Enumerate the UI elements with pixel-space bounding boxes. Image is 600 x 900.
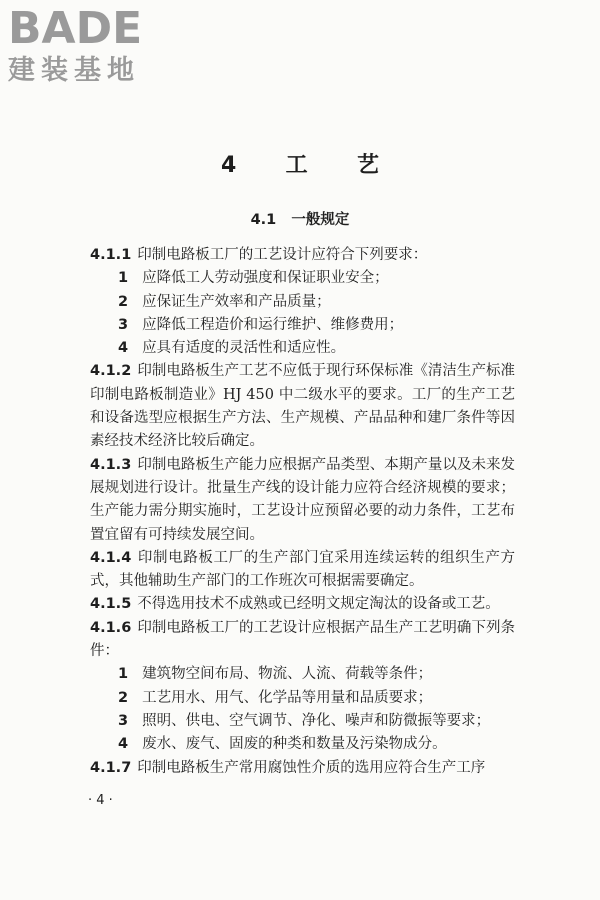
clause-text: 印制电路板工厂的生产部门宜采用连续运转的组织生产方式，其他辅助生产部门的工作班次可根据需要确定。 [90, 549, 515, 590]
item-number: 2 [118, 293, 129, 310]
chapter-title-char-2: 艺 [357, 153, 380, 178]
list-item [118, 337, 515, 360]
item-text: 建筑物空间布局、物流、人流、荷载等条件； [142, 666, 433, 683]
clause-number: 4.1.3 [90, 456, 132, 473]
list-item [118, 314, 515, 337]
clause-text: 印制电路板工厂的工艺设计应根据产品生产工艺明确下列条件： [90, 619, 515, 660]
item-text: 应具有适度的灵活性和适应性。 [142, 340, 346, 357]
item-number: 1 [118, 270, 129, 287]
clause-number: 4.1.4 [90, 549, 132, 566]
clause-text: 印制电路板生产工艺不应低于现行环保标准《清洁生产标准 印制电路板制造业》HJ 450 中二级水平的要求。工厂的生产工艺和设备选型应根据生产方法、生产规模、产品品种和建厂条件等因素经技术经济比较后确定。 [90, 363, 530, 450]
clause-4-1-2 [90, 360, 530, 453]
item-number: 1 [118, 666, 129, 683]
clause-number: 4.1.6 [90, 619, 132, 636]
item-number: 4 [118, 340, 129, 357]
item-text: 工艺用水、用气、化学品等用量和品质要求； [142, 689, 433, 706]
clause-number: 4.1.5 [90, 596, 132, 613]
clause-4-1-1 [90, 244, 515, 267]
clause-number: 4.1.1 [90, 247, 132, 263]
item-number: 3 [118, 712, 129, 729]
list-item [118, 663, 515, 686]
clause-text: 印制电路板生产能力应根据产品类型、本期产量以及未来发展规划进行设计。批量生产线的设计能力应符合经济规模的要求；生产能力需分期实施时，工艺设计应预留必要的动力条件，工艺布置宜留有可持续发展空间。 [90, 456, 515, 543]
list-item [118, 291, 515, 314]
page-number: · 4 · [88, 793, 113, 808]
list-item [118, 687, 515, 710]
clause-4-1-6 [90, 617, 515, 664]
clause-text: 不得选用技术不成熟或已经明文规定淘汰的设备或工艺。 [137, 596, 500, 613]
section-number: 4.1 [250, 212, 277, 228]
clause-text: 印制电路板工厂的工艺设计应符合下列要求： [137, 247, 428, 263]
item-text: 应保证生产效率和产品质量； [142, 293, 331, 310]
logo-text-chinese: 建装基地 [8, 55, 140, 86]
list-item [118, 733, 515, 756]
chapter-title-char-1: 工 [285, 153, 308, 178]
logo-text-latin: BADE [8, 3, 143, 54]
item-number: 4 [118, 736, 129, 753]
clause-4-1-3 [90, 454, 515, 547]
chapter-heading [0, 148, 600, 179]
item-text: 废水、废气、固废的种类和数量及污染物成分。 [142, 736, 447, 753]
clause-number: 4.1.7 [90, 759, 132, 776]
item-number: 2 [118, 689, 129, 706]
clause-number: 4.1.2 [90, 363, 132, 380]
watermark-logo [8, 3, 188, 96]
item-number: 3 [118, 316, 129, 333]
item-text: 应降低工人劳动强度和保证职业安全； [142, 270, 389, 287]
clause-4-1-4 [90, 547, 515, 594]
clause-4-1-5 [90, 593, 515, 616]
page-body [90, 244, 530, 780]
clause-4-1-7 [90, 757, 515, 780]
item-text: 应降低工程造价和运行维护、维修费用； [142, 316, 404, 333]
clause-text: 印制电路板生产常用腐蚀性介质的选用应符合生产工序 [137, 759, 486, 776]
chapter-number: 4 [220, 153, 237, 178]
item-text: 照明、供电、空气调节、净化、噪声和防微振等要求； [142, 712, 491, 729]
list-item [118, 710, 515, 733]
section-title: 一般规定 [291, 212, 350, 228]
list-item [118, 267, 515, 290]
section-heading [0, 208, 600, 229]
